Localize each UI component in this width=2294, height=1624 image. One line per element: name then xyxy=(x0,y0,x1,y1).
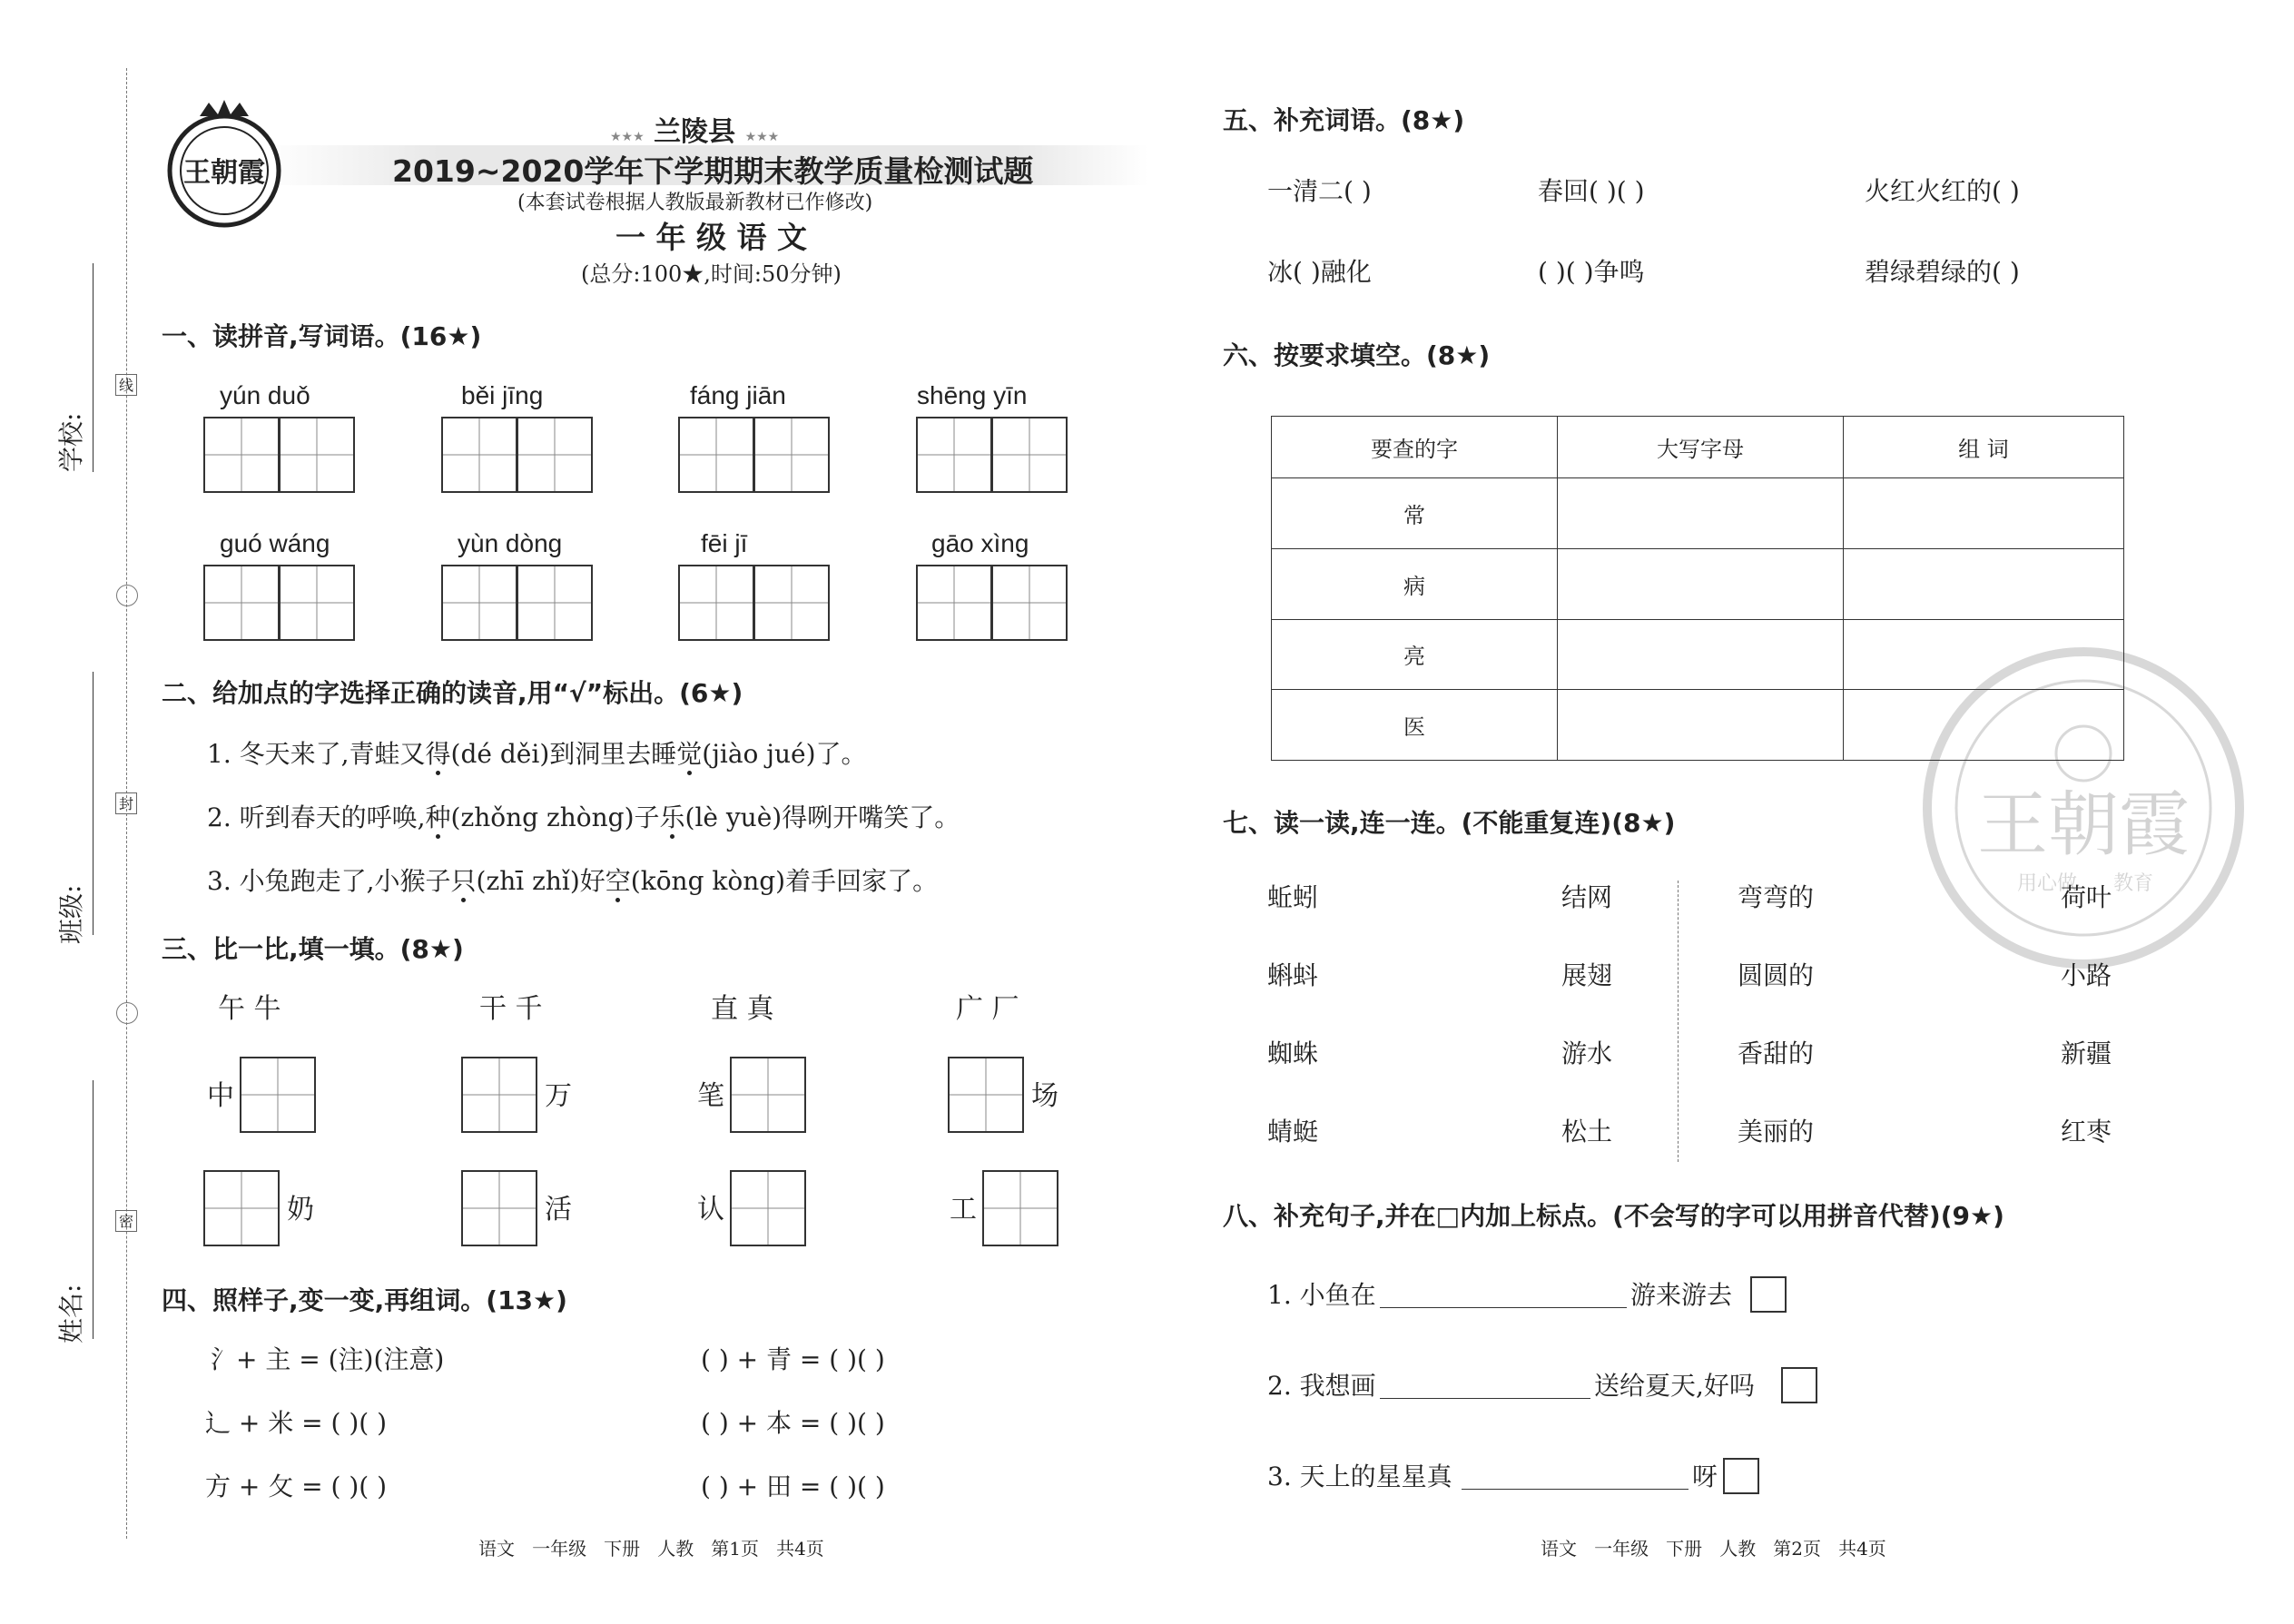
s3-pair-3: 直 真 xyxy=(711,993,774,1025)
s7-word: 红枣 xyxy=(2061,1117,2112,1147)
class-underline xyxy=(93,672,94,935)
s1-pinyin-7: fēi jī xyxy=(701,529,748,557)
s1-pinyin-8: gāo xìng xyxy=(931,529,1029,557)
s7-heading: 七、读一读,连一连。(不能重复连)(8★) xyxy=(1223,808,1676,838)
s8-q1-end: 游来游去 xyxy=(1630,1280,1733,1310)
s3-char: 中 xyxy=(207,1080,234,1112)
seal-mark-mi: 密 xyxy=(115,1210,137,1232)
s3-pair-2: 干 千 xyxy=(479,993,543,1025)
table-char: 医 xyxy=(1272,690,1558,761)
table-cell-answer[interactable] xyxy=(1844,548,2124,619)
s1-pinyin-1: yún duǒ xyxy=(220,381,310,409)
s4-left-3: 方 + 攵 = ( )( ) xyxy=(205,1471,388,1501)
s8-q3-start: 3. 天上的星星真 xyxy=(1267,1462,1452,1491)
s1-pinyin-4: shēng yīn xyxy=(917,381,1028,409)
writing-box[interactable] xyxy=(991,565,1068,641)
s5-item: 火红火红的( ) xyxy=(1865,176,2020,206)
writing-box[interactable] xyxy=(678,565,754,641)
table-char: 病 xyxy=(1272,548,1558,619)
punctuation-box[interactable] xyxy=(1750,1276,1787,1313)
table-cell-answer[interactable] xyxy=(1558,690,1844,761)
s4-right-2: ( ) + 本 = ( )( ) xyxy=(701,1408,885,1438)
s3-char: 场 xyxy=(1031,1080,1058,1112)
writing-box[interactable] xyxy=(441,417,517,493)
s7-word: 蚯蚓 xyxy=(1267,882,1319,912)
s1-pinyin-6: yùn dòng xyxy=(458,529,563,557)
writing-box[interactable] xyxy=(461,1170,537,1246)
s3-heading: 三、比一比,填一填。(8★) xyxy=(162,934,464,964)
s8-heading: 八、补充句子,并在□内加上标点。(不会写的字可以用拼音代替)(9★) xyxy=(1223,1201,2004,1231)
s4-left-1: 氵+ 主 = (注)(注意) xyxy=(211,1344,445,1374)
table-header: 大写字母 xyxy=(1558,417,1844,478)
logo-text: 王朝霞 xyxy=(183,157,265,189)
s7-word: 展翅 xyxy=(1561,960,1613,990)
binding-circle-1 xyxy=(116,585,138,606)
s7-word: 结网 xyxy=(1561,882,1613,912)
s7-word: 蜻蜓 xyxy=(1267,1117,1319,1147)
watermark-slogan: 用心做 xyxy=(2016,872,2078,895)
class-label: 班级: xyxy=(56,884,86,944)
s4-right-3: ( ) + 田 = ( )( ) xyxy=(701,1471,885,1501)
s2-question-2: 2. 听到春天的呼唤,种(zhǒng zhòng)子乐(lè yuè)得咧开嘴笑了。 xyxy=(207,802,960,832)
s8-q2-start: 2. 我想画 xyxy=(1267,1371,1376,1401)
writing-box[interactable] xyxy=(916,417,992,493)
county-name: ★★★ 兰陵县 ★★★ xyxy=(610,116,780,148)
school-underline xyxy=(93,263,94,472)
s3-char: 工 xyxy=(950,1194,977,1225)
writing-box[interactable] xyxy=(753,565,830,641)
s7-word: 新疆 xyxy=(2061,1038,2112,1068)
writing-box[interactable] xyxy=(279,565,355,641)
writing-box[interactable] xyxy=(203,417,280,493)
table-cell-answer[interactable] xyxy=(1558,548,1844,619)
writing-box[interactable] xyxy=(517,565,593,641)
s4-right-1: ( ) + 青 = ( )( ) xyxy=(701,1344,885,1374)
table-header: 要查的字 xyxy=(1272,417,1558,478)
watermark-brand: 王朝霞 xyxy=(1976,784,2191,866)
table-char: 亮 xyxy=(1272,619,1558,690)
writing-box[interactable] xyxy=(461,1057,537,1133)
punctuation-box[interactable] xyxy=(1781,1367,1817,1403)
table-cell-answer[interactable] xyxy=(1844,478,2124,549)
exam-note: (本套试卷根据人教版最新教材已作修改) xyxy=(517,192,873,214)
table-char: 常 xyxy=(1272,478,1558,549)
s7-word: 弯弯的 xyxy=(1738,882,1815,912)
score-time: (总分:100★,时间:50分钟) xyxy=(581,261,842,287)
binding-circle-2 xyxy=(116,1002,138,1024)
s4-heading: 四、照样子,变一变,再组词。(13★) xyxy=(162,1285,567,1315)
s3-char: 认 xyxy=(697,1194,724,1225)
s6-heading: 六、按要求填空。(8★) xyxy=(1223,340,1491,370)
s3-pair-1: 午 牛 xyxy=(218,993,281,1025)
answer-line[interactable] xyxy=(1380,1398,1590,1399)
writing-box[interactable] xyxy=(916,565,992,641)
name-underline xyxy=(93,1080,94,1339)
writing-box[interactable] xyxy=(948,1057,1024,1133)
s3-char: 奶 xyxy=(287,1194,314,1225)
seal-mark-feng: 封 xyxy=(115,792,137,814)
table-cell-answer[interactable] xyxy=(1558,619,1844,690)
s8-q1-start: 1. 小鱼在 xyxy=(1267,1280,1376,1310)
s4-left-2: 辶 + 米 = ( )( ) xyxy=(205,1408,388,1438)
writing-box[interactable] xyxy=(753,417,830,493)
writing-box[interactable] xyxy=(240,1057,316,1133)
s5-item: 春回( )( ) xyxy=(1538,176,1645,206)
punctuation-box[interactable] xyxy=(1723,1458,1759,1494)
logo-emblem xyxy=(163,98,286,234)
table-cell-answer[interactable] xyxy=(1844,619,2124,690)
s7-word: 小路 xyxy=(2061,960,2112,990)
writing-box[interactable] xyxy=(730,1170,806,1246)
table-cell-answer[interactable] xyxy=(1558,478,1844,549)
s3-char: 万 xyxy=(545,1080,572,1112)
s7-word: 圆圆的 xyxy=(1738,960,1815,990)
table-header: 组 词 xyxy=(1844,417,2124,478)
answer-line[interactable] xyxy=(1462,1489,1689,1490)
writing-box[interactable] xyxy=(203,1170,280,1246)
writing-box[interactable] xyxy=(678,417,754,493)
seal-mark-xian: 线 xyxy=(115,374,137,396)
exam-title: 2019~2020学年下学期期末教学质量检测试题 xyxy=(392,153,1034,189)
s2-heading: 二、给加点的字选择正确的读音,用“√”标出。(6★) xyxy=(162,678,743,708)
s7-divider xyxy=(1678,881,1679,1162)
s3-char: 笔 xyxy=(697,1080,724,1112)
s1-pinyin-2: běi jīng xyxy=(461,381,544,409)
requirement-table xyxy=(1271,416,2124,761)
s7-word: 蜘蛛 xyxy=(1267,1038,1319,1068)
s7-word: 松土 xyxy=(1561,1117,1613,1147)
answer-line[interactable] xyxy=(1380,1307,1627,1308)
s1-pinyin-5: guó wáng xyxy=(220,529,330,557)
s7-word: 美丽的 xyxy=(1738,1117,1815,1147)
table-cell-answer[interactable] xyxy=(1844,690,2124,761)
writing-box[interactable] xyxy=(203,565,280,641)
s5-item: 一清二( ) xyxy=(1267,176,1372,206)
name-label: 姓名: xyxy=(56,1284,86,1343)
watermark-slogan2: 教育 xyxy=(2112,872,2154,895)
s1-pinyin-3: fáng jiān xyxy=(690,381,786,409)
s8-q2-end: 送给夏天,好吗 xyxy=(1594,1371,1755,1401)
footer-left: 语文 一年级 下册 人教 第1页 共4页 xyxy=(478,1538,824,1560)
s7-word: 游水 xyxy=(1561,1038,1613,1068)
s5-item: ( )( )争鸣 xyxy=(1538,257,1645,287)
writing-box[interactable] xyxy=(279,417,355,493)
writing-box[interactable] xyxy=(441,565,517,641)
s8-q3-end: 呀 xyxy=(1692,1462,1718,1491)
s1-heading: 一、读拼音,写词语。(16★) xyxy=(162,321,482,351)
s7-word: 荷叶 xyxy=(2061,882,2112,912)
writing-box[interactable] xyxy=(730,1057,806,1133)
writing-box[interactable] xyxy=(517,417,593,493)
s7-word: 蝌蚪 xyxy=(1267,960,1319,990)
s2-question-3: 3. 小兔跑走了,小猴子只(zhī zhǐ)好空(kōng kòng)着手回家了。 xyxy=(207,866,939,896)
s5-item: 冰( )融化 xyxy=(1267,257,1372,287)
footer-right: 语文 一年级 下册 人教 第2页 共4页 xyxy=(1541,1538,1886,1560)
subject-title: 一 年 级 语 文 xyxy=(615,220,807,255)
s5-item: 碧绿碧绿的( ) xyxy=(1865,257,2020,287)
s5-heading: 五、补充词语。(8★) xyxy=(1223,105,1465,135)
s3-char: 活 xyxy=(545,1194,572,1225)
school-label: 学校: xyxy=(56,412,86,472)
s2-question-1: 1. 冬天来了,青蛙又得(dé děi)到洞里去睡觉(jiào jué)了。 xyxy=(207,739,867,769)
s3-pair-4: 广 厂 xyxy=(956,993,1019,1025)
s7-word: 香甜的 xyxy=(1738,1038,1815,1068)
writing-box[interactable] xyxy=(991,417,1068,493)
writing-box[interactable] xyxy=(982,1170,1058,1246)
